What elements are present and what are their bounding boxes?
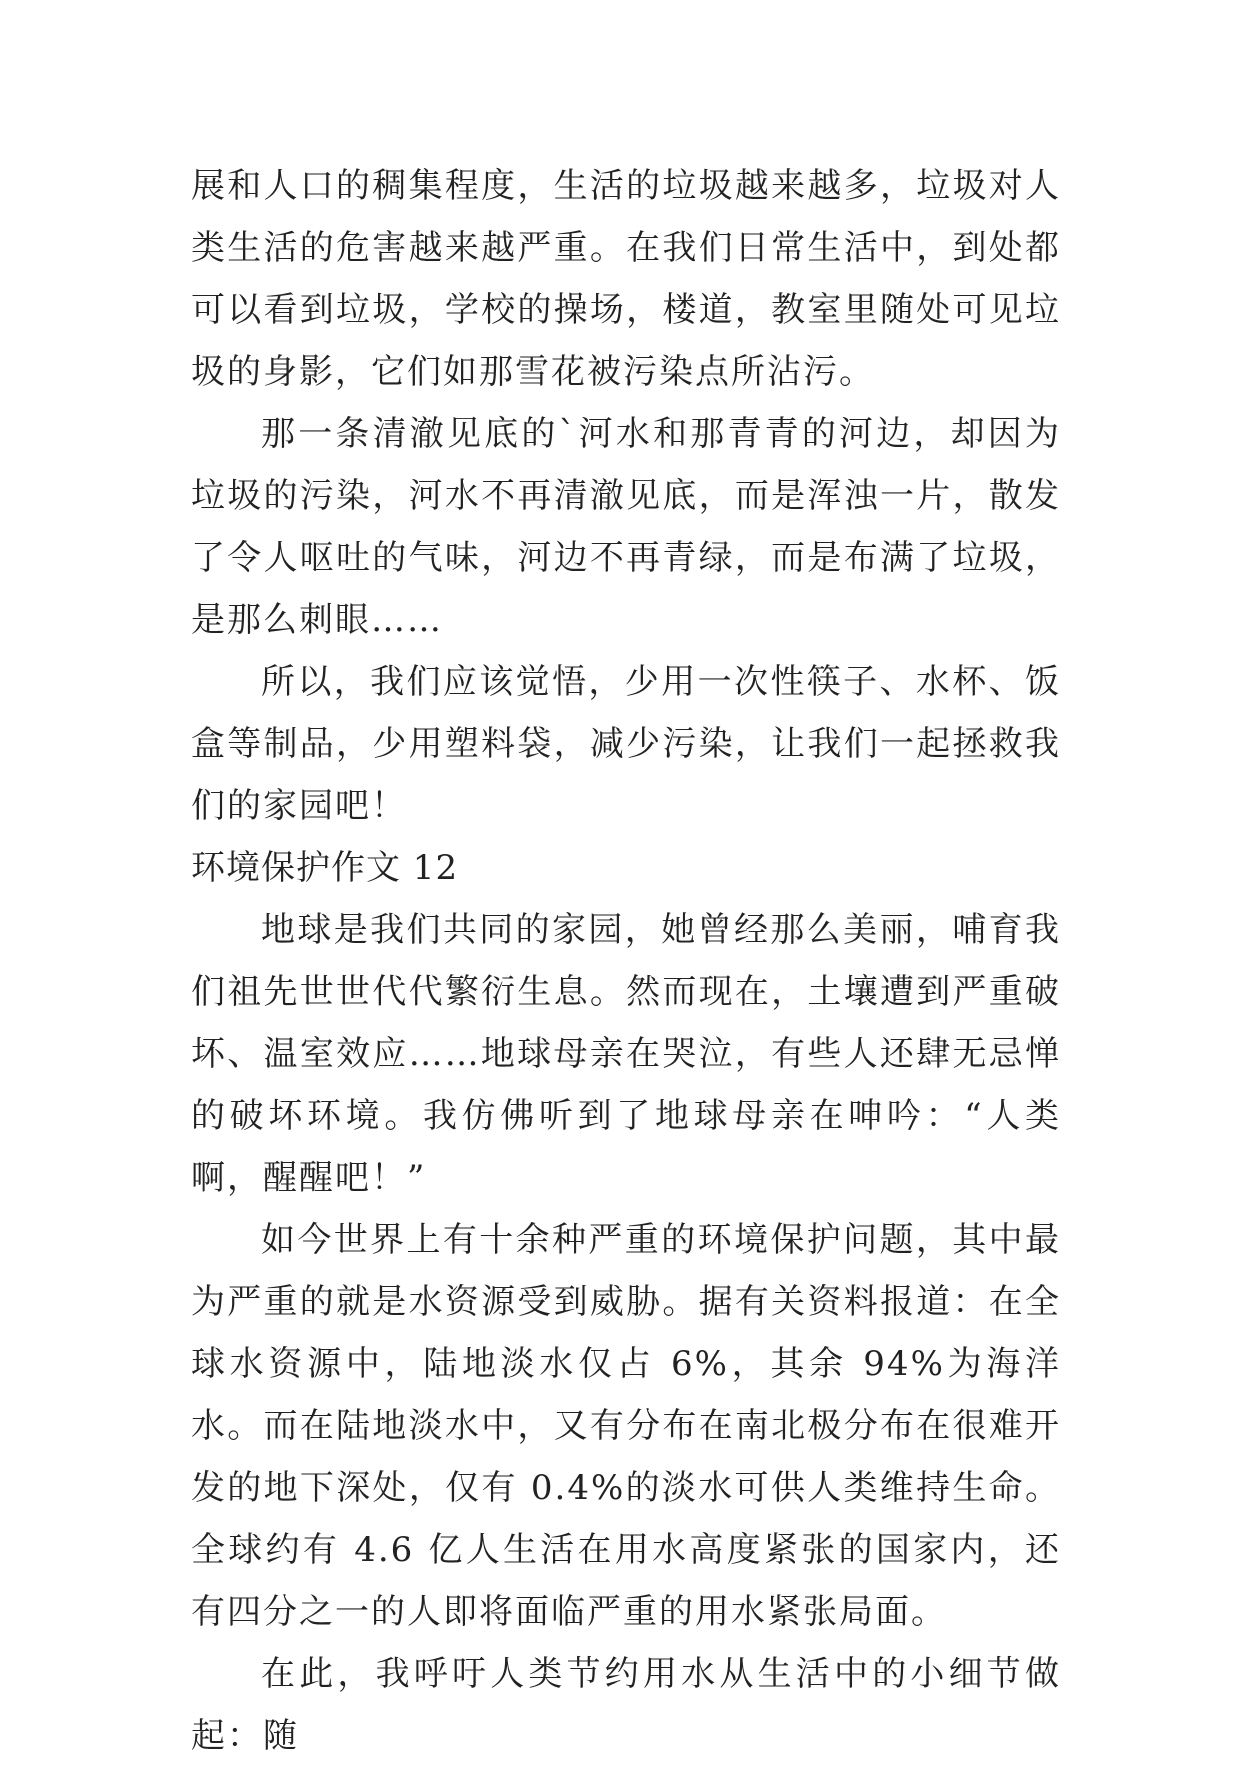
paragraph-earth: 地球是我们共同的家园，她曾经那么美丽，哺育我们祖先世世代代繁衍生息。然而现在，土壤遭到严重破坏、温室效应……地球母亲在哭泣，有些人还肆无忌惮的破坏环境。我仿佛听到了地球母亲在呻吟：“人类啊，醒醒吧！”: [191, 910, 1061, 1198]
document-body: [191, 155, 1061, 1767]
paragraph-river: 那一条清澈见底的`河水和那青青的河边，却因为垃圾的污染，河水不再清澈见底，而是浑浊一片，散发了令人呕吐的气味，河边不再青绿，而是布满了垃圾，是那么刺眼……: [191, 414, 1061, 640]
essay-heading: 环境保护作文 12: [191, 848, 459, 888]
paragraph-continuation: 展和人口的稠集程度，生活的垃圾越来越多，垃圾对人类生活的危害越来越严重。在我们日常生活中，到处都可以看到垃圾，学校的操场，楼道，教室里随处可见垃圾的身影，它们如那雪花被污染点所沾污。: [191, 166, 1061, 392]
paragraph-appeal: 在此，我呼吁人类节约用水从生活中的小细节做起：随: [191, 1654, 1061, 1756]
paragraph-water-resources: 如今世界上有十余种严重的环境保护问题，其中最为严重的就是水资源受到威胁。据有关资料报道：在全球水资源中，陆地淡水仅占 6%，其余 94%为海洋水。而在陆地淡水中，又有分布在南北极分布在很难开发的地下深处，仅有 0.4%的淡水可供人类维持生命。全球约有 4.6 亿人生活在用水高度紧张的国家内，还有四分之一的人即将面临严重的用水紧张局面。: [191, 1220, 1061, 1632]
paragraph-conclusion: 所以，我们应该觉悟，少用一次性筷子、水杯、饭盒等制品，少用塑料袋，减少污染，让我们一起拯救我们的家园吧！: [191, 662, 1061, 826]
